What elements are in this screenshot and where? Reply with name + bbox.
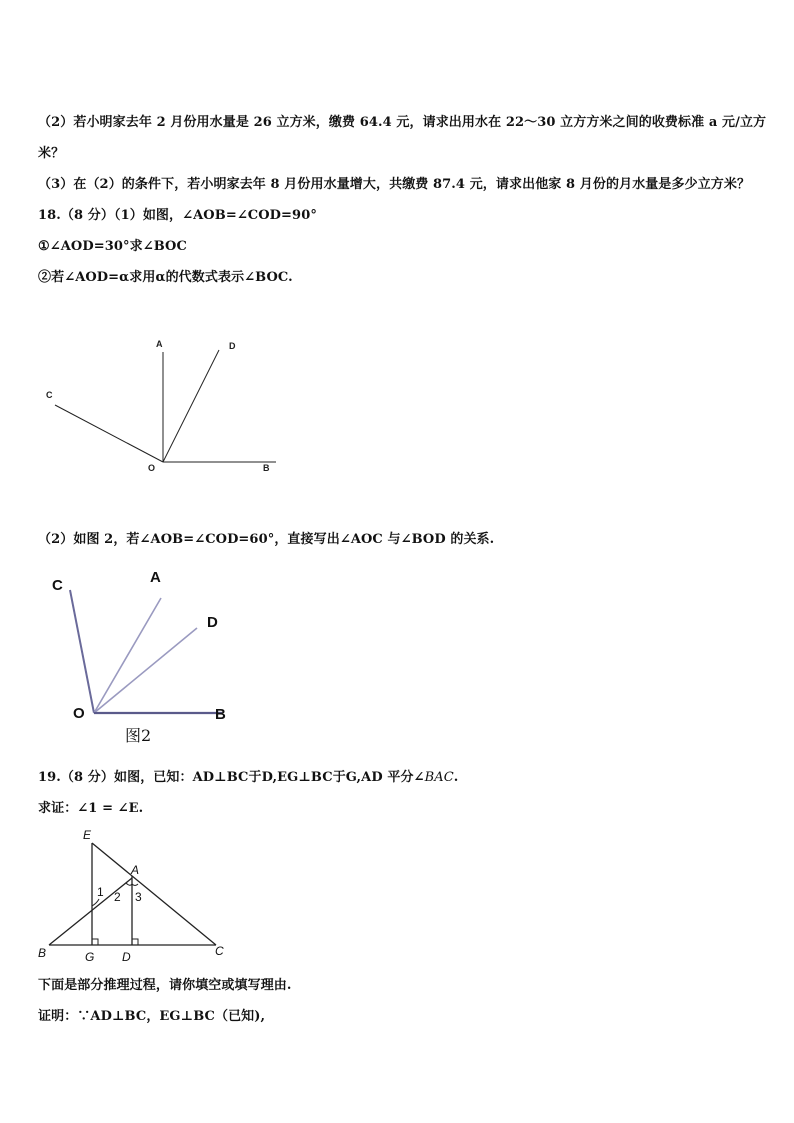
q18-sub1: ①∠AOD=30°求∠BOC xyxy=(38,239,187,254)
fig3-label-e: E xyxy=(83,828,92,842)
fig3-label-b: B xyxy=(38,946,47,960)
fig1-label-d: D xyxy=(229,341,236,351)
q19-instruction: 下面是部分推理过程，请你填空或填写理由. xyxy=(38,978,292,993)
fig1-label-c: C xyxy=(46,390,53,400)
q19-figure xyxy=(49,843,216,945)
q18-intro: 18.（8 分）（1）如图，∠AOB=∠COD=90° xyxy=(38,208,317,223)
segment-BA xyxy=(49,878,132,945)
ray-OC-2 xyxy=(70,590,94,713)
fig3-label-a: A xyxy=(131,863,140,877)
q17-part2-line1: （2）若小明家去年 2 月份用水量是 26 立方米，缴费 64.4 元，请求出用水在 22～30 立方方米之间的收费标准 a 元/立方 xyxy=(38,115,767,130)
fig2-label-b: B xyxy=(215,706,226,723)
angle-mark-3 xyxy=(132,884,138,886)
q18-figure-2 xyxy=(52,569,226,745)
fig1-label-a: A xyxy=(156,339,163,349)
fig2-label-o: O xyxy=(73,705,85,722)
fig2-label-a: A xyxy=(150,569,161,586)
q19-intro xyxy=(38,769,458,787)
segment-EC xyxy=(92,843,216,945)
fig3-label-1: 1 xyxy=(97,885,104,899)
fig3-label-g: G xyxy=(85,950,95,964)
fig1-label-o: O xyxy=(148,463,156,473)
angle-mark-2 xyxy=(126,883,132,885)
ray-OD-2 xyxy=(94,628,197,713)
ray-OC xyxy=(55,405,163,462)
fig3-label-3: 3 xyxy=(135,890,142,904)
q17-part3: （3）在（2）的条件下，若小明家去年 8 月份用水量增大，共缴费 87.4 元，请求出他家 8 月份的月水量是多少立方米？ xyxy=(38,177,751,192)
fig2-label-c: C xyxy=(52,577,63,594)
fig3-label-2: 2 xyxy=(114,890,121,904)
q18-sub2: ②若∠AOD=α求用α的代数式表示∠BOC. xyxy=(38,270,293,285)
q19-prove: 求证：∠1 = ∠E. xyxy=(38,801,144,816)
q19-intro-italic: BAC xyxy=(424,770,454,785)
q19-intro-end: . xyxy=(453,770,459,785)
fig1-label-b: B xyxy=(263,463,270,473)
q19-intro-text: 19.（8 分）如图，已知：AD⊥BC于D,EG⊥BC于G,AD 平分∠ xyxy=(38,770,425,785)
fig3-label-d: D xyxy=(122,950,131,964)
right-angle-G xyxy=(92,939,98,945)
figure-1-lines xyxy=(55,350,276,462)
fig2-caption: 图2 xyxy=(125,726,152,745)
right-angle-D xyxy=(132,939,138,945)
q18-part2: （2）如图 2，若∠AOB=∠COD=60°，直接写出∠AOC 与∠BOD 的关系. xyxy=(38,532,495,547)
q19-proof-start: 证明：∵AD⊥BC，EG⊥BC（已知), xyxy=(38,1009,266,1024)
q17-part2-line2: 米？ xyxy=(38,146,65,161)
fig2-label-d: D xyxy=(207,614,218,631)
ray-OD xyxy=(163,350,219,462)
ray-OA-2 xyxy=(94,598,161,713)
fig3-label-c: C xyxy=(215,944,224,958)
